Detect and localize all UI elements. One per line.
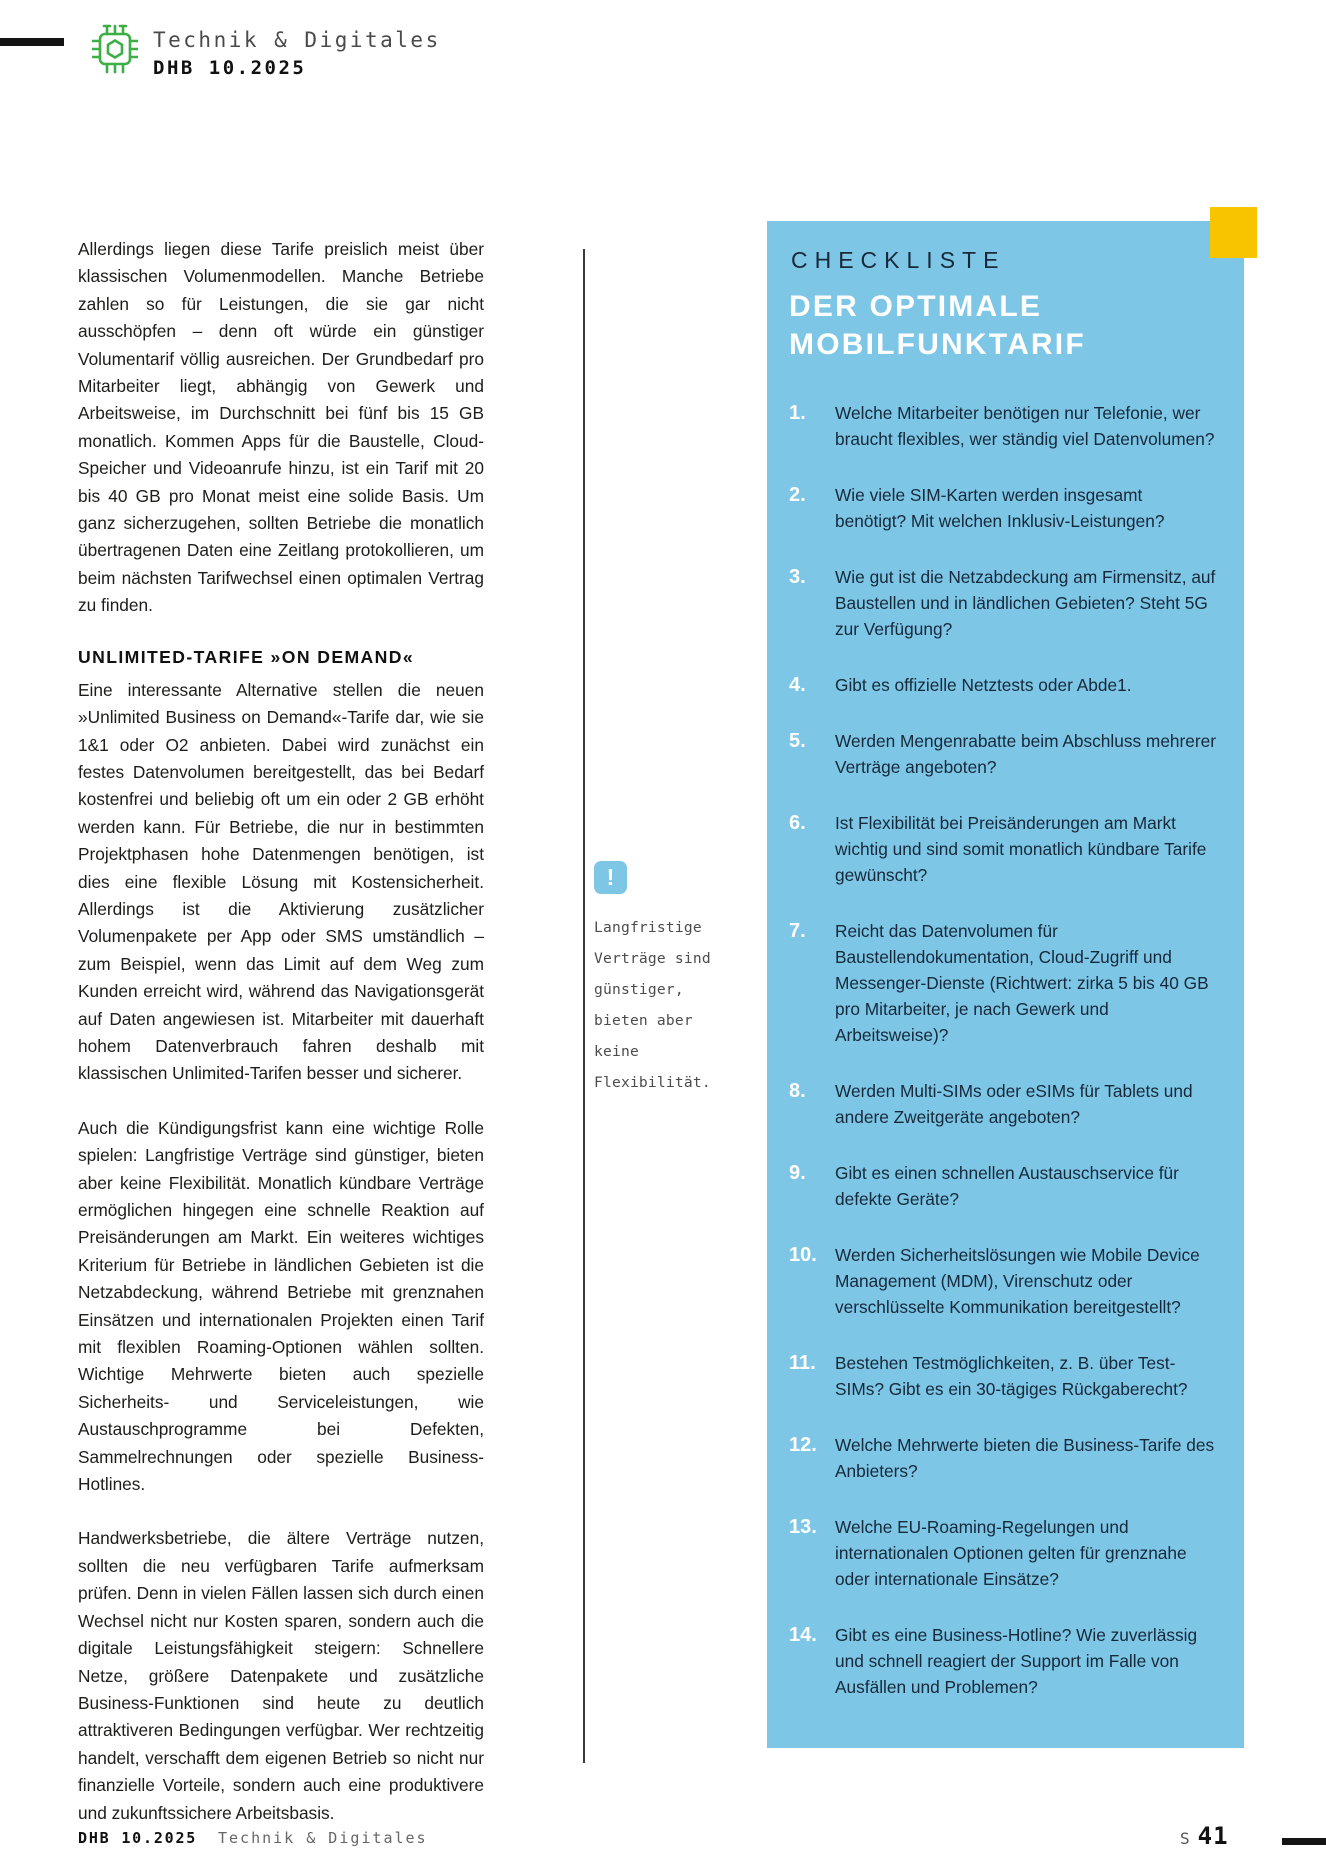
checklist-item-text: Ist Flexibilität bei Preisänderungen am Markt wichtig und sind somit monatlich kündbare Tarife gewünscht? <box>835 813 1207 885</box>
callout-text: Langfristige Verträge sind günstiger, bieten aber keine Flexibilität. <box>594 919 711 1091</box>
checklist-item <box>789 482 1218 534</box>
checklist-item-number: 4. <box>789 674 806 696</box>
checklist-item-number: 5. <box>789 730 806 752</box>
checklist-item <box>789 918 1218 1048</box>
checklist-item <box>789 1432 1218 1484</box>
checklist-item-text: Gibt es einen schnellen Austauschservice für defekte Geräte? <box>835 1163 1179 1209</box>
article-section-heading: UNLIMITED-TARIFE »ON DEMAND« <box>78 646 415 667</box>
article-paragraph: Auch die Kündigungsfrist kann eine wichtige Rolle spielen: Langfristige Verträge sind günstiger, bieten aber keine Flexibilität. Monatlich kündbare Verträge ermöglichen hingegen eine schnelle Reaktion auf Preisänderungen am Markt. Ein weiteres wichtiges Kriterium für Betriebe in ländlichen Gebieten ist die Netzabdeckung, während Betriebe mit grenznahen Einsätzen und internationalen Projekten einen Tarif mit flexiblen Roaming-Optionen wählen sollten. Wichtige Mehrwerte bieten auch spezielle Sicherheits- und Serviceleistungen, wie Austauschprogramme bei Defekten, Sammelrechnungen oder spezielle Business-Hotlines. <box>78 1117 484 1495</box>
callout <box>594 861 739 1098</box>
checklist-item-number: 12. <box>789 1434 817 1456</box>
checklist-item-text: Werden Multi-SIMs oder eSIMs für Tablets und andere Zweitgeräte angeboten? <box>835 1081 1193 1127</box>
header-section-label: Technik & Digitales <box>153 28 441 52</box>
checklist-item <box>789 1160 1218 1212</box>
header <box>92 22 441 85</box>
footer-right-bar <box>1282 1838 1326 1845</box>
article-paragraph: Handwerksbetriebe, die ältere Verträge nutzen, sollten die neu verfügbaren Tarife aufmerksam prüfen. Denn in vielen Fällen lassen sich durch einen Wechsel nicht nur Kosten sparen, sondern auch die digitale Leistungsfähigkeit steigern: Schnellere Netze, größere Datenpakete und zusätzliche Business-Funktionen sind heute zu deutlich attraktiveren Bedingungen verfügbar. Wer rechtzeitig handelt, verschafft dem eigenen Betrieb so nicht nur finanzielle Vorteile, sondern auch eine produktivere und zukunftssichere Arbeitsbasis. <box>78 1528 484 1823</box>
footer-section: Technik & Digitales <box>218 1829 428 1847</box>
checklist-item <box>789 1622 1218 1700</box>
page-number: 41 <box>1197 1822 1229 1850</box>
checklist-item <box>789 1350 1218 1402</box>
article-paragraph: Allerdings liegen diese Tarife preislich meist über klassischen Volumenmodellen. Manche Betriebe zahlen so für Leistungen, die sie gar nicht ausschöpfen – denn oft würde ein günstiger Volumentarif völlig ausreichen. Der Grundbedarf pro Mitarbeiter liegt, abhängig von Gewerk und Arbeitsweise, im Durchschnitt bei fünf bis 15 GB monatlich. Kommen Apps für die Baustelle, Cloud-Speicher und Videoanrufe hinzu, ist ein Tarif mit 20 bis 40 GB pro Monat meist eine solide Basis. Um ganz sicherzugehen, sollten Betriebe die monatlich übertragenen Daten eine Zeitlang protokollieren, um beim nächsten Tarifwechsel einen optimalen Vertrag zu finden. <box>78 239 484 616</box>
checklist-item-text: Werden Sicherheitslösungen wie Mobile Device Management (MDM), Virenschutz oder verschlüsselte Kommunikation bereitgestellt? <box>835 1245 1200 1317</box>
checklist-panel <box>767 221 1244 1748</box>
checklist-title: DER OPTIMALE MOBILFUNKTARIF <box>789 290 1086 361</box>
checklist-item-number: 11. <box>789 1352 816 1374</box>
checklist-item-number: 10. <box>789 1244 817 1266</box>
checklist-item-number: 6. <box>789 812 806 834</box>
checklist-item <box>789 564 1218 642</box>
checklist-item <box>789 1242 1218 1320</box>
header-issue-label: DHB 10.2025 <box>153 57 307 79</box>
checklist-item-number: 9. <box>789 1162 806 1184</box>
checklist-item-number: 8. <box>789 1080 806 1102</box>
footer-issue: DHB 10.2025 <box>78 1829 198 1847</box>
checklist-item-text: Reicht das Datenvolumen für Baustellendokumentation, Cloud-Zugriff und Messenger-Dienste (Richtwert: zirka 5 bis 40 GB pro Mitarbeiter, je nach Gewerk und Arbeitsweise)? <box>835 921 1209 1045</box>
checklist-item <box>789 810 1218 888</box>
checklist-item-number: 14. <box>789 1624 817 1646</box>
top-left-bar <box>0 38 64 46</box>
exclamation-icon: ! <box>594 861 627 894</box>
article-paragraph: Eine interessante Alternative stellen die neuen »Unlimited Business on Demand«-Tarife dar, wie sie 1&1 oder O2 anbieten. Dabei wird zunächst ein festes Datenvolumen bereitgestellt, das bei Bedarf kostenfrei und beliebig oft um ein oder 2 GB erhöht werden kann. Für Betriebe, die nur in bestimmten Projektphasen hohe Datenmengen benötigen, ist dies eine flexible Lösung mit Kostensicherheit. Allerdings ist die Aktivierung zusätzlicher Volumenpakete per App oder SMS umständlich – zum Beispiel, wenn das Limit auf dem Weg zum Kunden erreicht wird, während das Navigationsgerät auf Daten angewiesen ist. Mitarbeiter mit dauerhaft hohem Datenverbrauch fahren deshalb mit klassischen Unlimited-Tarifen besser und sicherer. <box>78 679 484 1084</box>
checklist-item-text: Gibt es offizielle Netztests oder Abde1. <box>835 675 1132 695</box>
checklist-item-number: 3. <box>789 566 806 588</box>
checklist-item <box>789 1078 1218 1130</box>
checklist-item-text: Wie gut ist die Netzabdeckung am Firmensitz, auf Baustellen und in ländlichen Gebieten? Steht 5G zur Verfügung? <box>835 567 1216 639</box>
chip-icon <box>92 22 138 85</box>
yellow-corner-accent <box>1210 207 1257 258</box>
checklist-item <box>789 400 1218 452</box>
checklist-kicker: CHECKLISTE <box>791 247 1006 273</box>
checklist-item-text: Wie viele SIM-Karten werden insgesamt benötigt? Mit welchen Inklusiv-Leistungen? <box>835 485 1165 531</box>
page-label: S <box>1180 1829 1190 1848</box>
checklist-item-number: 1. <box>789 402 806 424</box>
checklist-item-text: Bestehen Testmöglichkeiten, z. B. über Test-SIMs? Gibt es ein 30-tägiges Rückgaberecht? <box>835 1353 1188 1399</box>
checklist-item-text: Werden Mengenrabatte beim Abschluss mehrerer Verträge angeboten? <box>835 731 1217 777</box>
column-divider <box>583 249 585 1763</box>
checklist-item-text: Gibt es eine Business-Hotline? Wie zuverlässig und schnell reagiert der Support im Falle von Ausfällen und Problemen? <box>835 1625 1198 1697</box>
checklist-item-number: 2. <box>789 484 806 506</box>
checklist-item-number: 13. <box>789 1516 817 1538</box>
checklist-item-text: Welche Mehrwerte bieten die Business-Tarife des Anbieters? <box>835 1435 1215 1481</box>
footer-page <box>1180 1822 1229 1850</box>
checklist-item-text: Welche Mitarbeiter benötigen nur Telefonie, wer braucht flexibles, wer ständig viel Datenvolumen? <box>835 403 1215 449</box>
article-column <box>78 236 484 1854</box>
checklist-item-text: Welche EU-Roaming-Regelungen und internationalen Optionen gelten für grenznahe oder internationale Einsätze? <box>835 1517 1187 1589</box>
checklist-item <box>789 728 1218 780</box>
checklist-item <box>789 1514 1218 1592</box>
checklist-item <box>789 672 1218 698</box>
checklist-items <box>789 400 1218 1700</box>
checklist-item-number: 7. <box>789 920 806 942</box>
